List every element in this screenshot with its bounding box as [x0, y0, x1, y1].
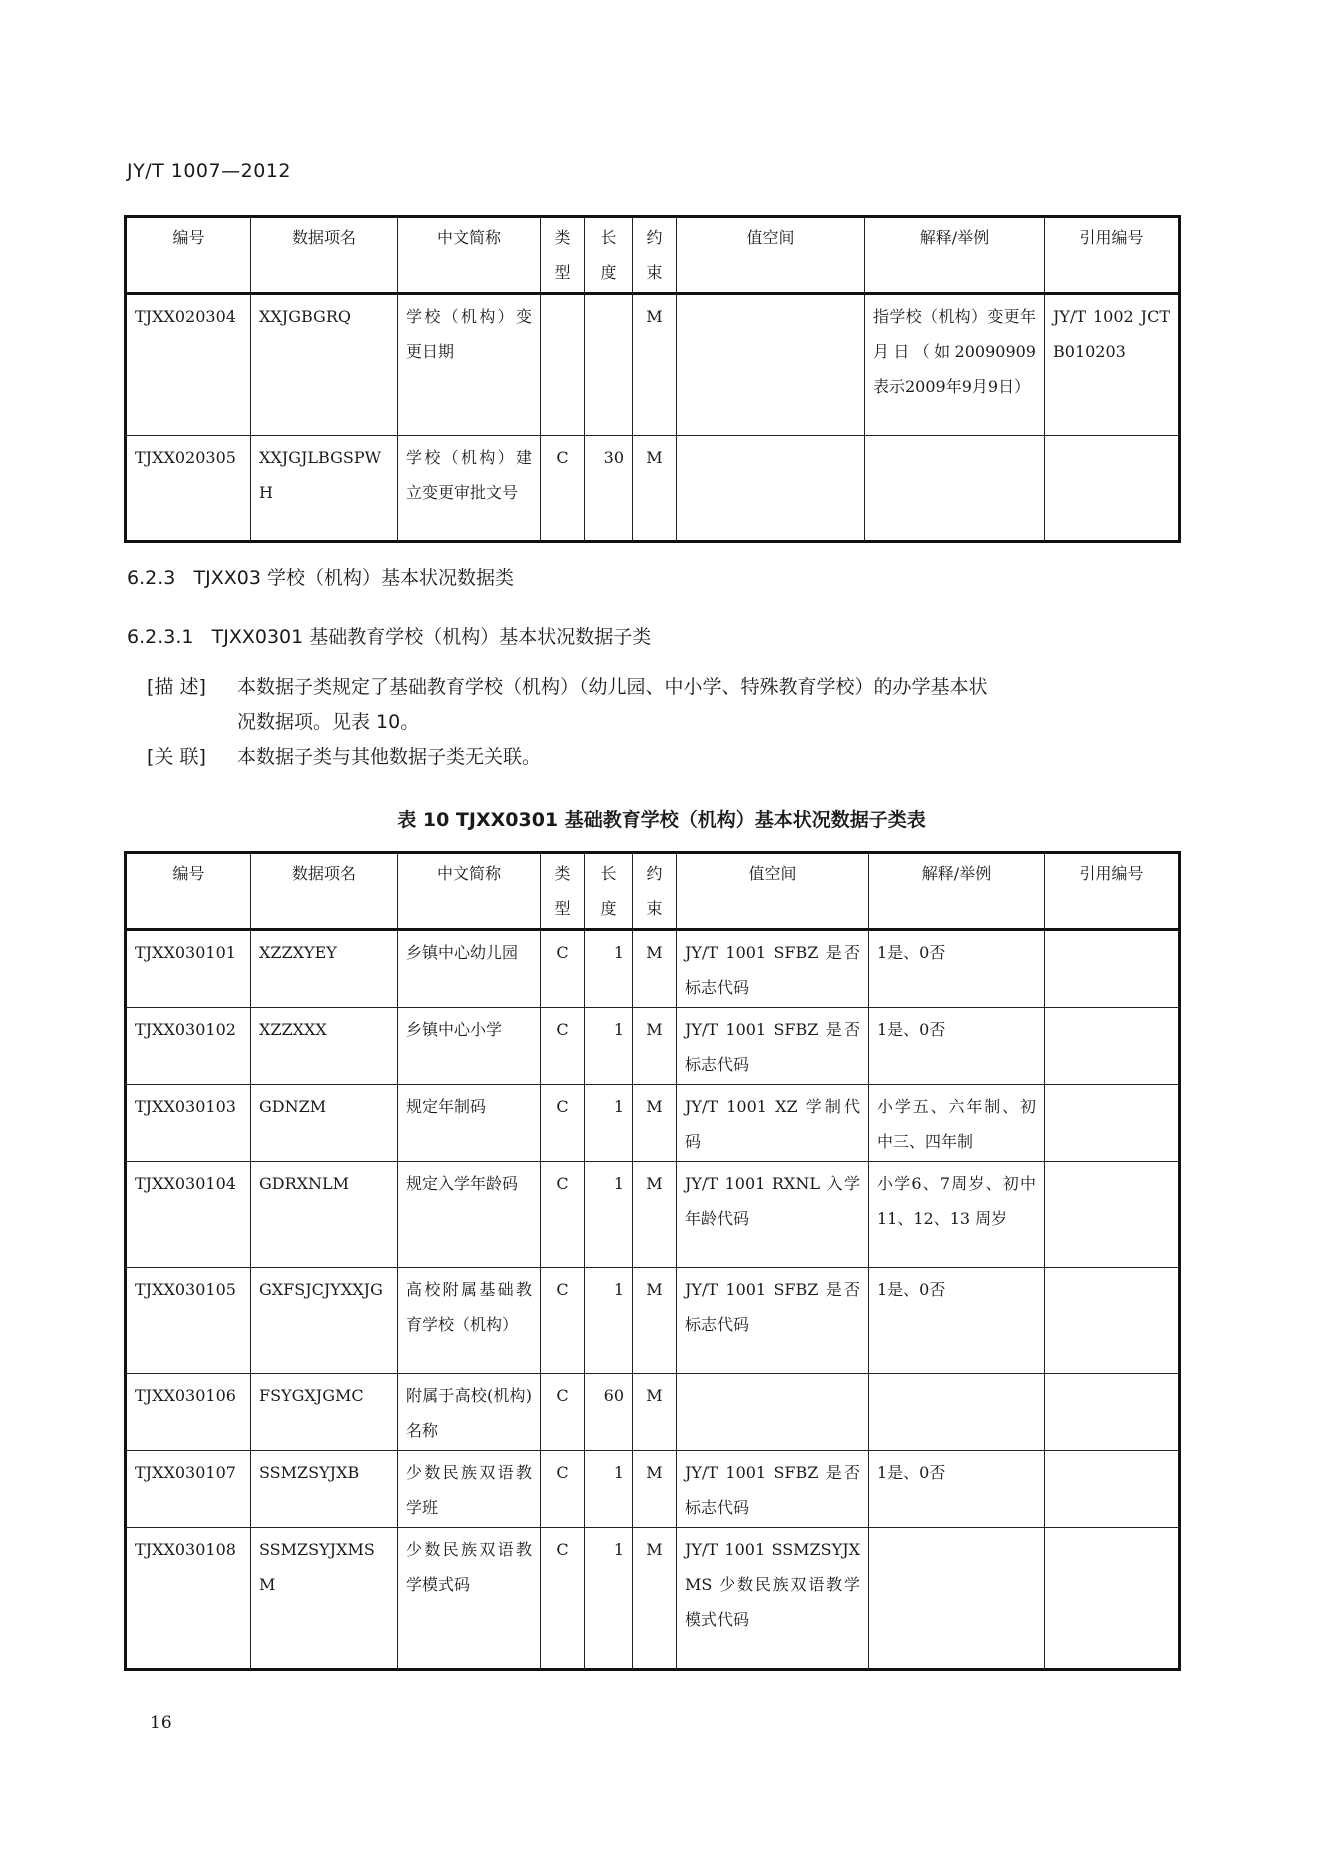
cell-id: TJXX030104 [126, 1162, 251, 1268]
col-header-desc: 解释/举例 [865, 217, 1045, 294]
col-header-con: 约束 [633, 853, 677, 930]
description-text-line2: 况数据项。见表 10。 [237, 711, 420, 733]
cell-ref [1045, 1268, 1180, 1374]
table-row [126, 1008, 1180, 1085]
cell-vs: JY/T 1001 SFBZ 是否标志代码 [677, 1451, 869, 1528]
table-row [126, 294, 1180, 436]
col-header-ref: 引用编号 [1045, 853, 1180, 930]
cell-cn: 少数民族双语教学模式码 [398, 1528, 541, 1670]
cell-len: 1 [585, 930, 633, 1008]
cell-desc: 小学五、六年制、初中三、四年制 [869, 1085, 1045, 1162]
cell-id: TJXX020305 [126, 436, 251, 542]
cell-con: M [633, 294, 677, 436]
cell-vs: JY/T 1001 SFBZ 是否标志代码 [677, 930, 869, 1008]
table-header-row [126, 853, 1180, 930]
cell-vs: JY/T 1001 XZ 学制代码 [677, 1085, 869, 1162]
cell-desc [869, 1374, 1045, 1451]
col-header-desc: 解释/举例 [869, 853, 1045, 930]
cell-ref [1045, 930, 1180, 1008]
cell-type: C [541, 1085, 585, 1162]
cell-type: C [541, 1374, 585, 1451]
cell-id: TJXX030106 [126, 1374, 251, 1451]
col-header-name: 数据项名 [251, 853, 398, 930]
cell-vs [677, 1374, 869, 1451]
description-paragraph [147, 670, 1177, 775]
col-header-cn: 中文简称 [398, 853, 541, 930]
cell-type [541, 294, 585, 436]
cell-cn: 规定入学年龄码 [398, 1162, 541, 1268]
col-header-con: 约束 [633, 217, 677, 294]
cell-cn: 乡镇中心小学 [398, 1008, 541, 1085]
section-title: TJXX03 学校（机构）基本状况数据类 [193, 567, 514, 589]
description-label: [描 述] [147, 676, 206, 698]
cell-ref [1045, 1374, 1180, 1451]
col-header-vs: 值空间 [677, 853, 869, 930]
cell-desc: 指学校（机构）变更年月日（如20090909 表示2009年9月9日） [865, 294, 1045, 436]
cell-type: C [541, 930, 585, 1008]
cell-ref [1045, 1528, 1180, 1670]
col-header-type: 类型 [541, 217, 585, 294]
relation-text: 本数据子类与其他数据子类无关联。 [237, 746, 542, 768]
cell-len: 1 [585, 1268, 633, 1374]
cell-cn: 学校（机构）变更日期 [398, 294, 541, 436]
page-number: 16 [150, 1713, 172, 1733]
section-title: TJXX0301 基础教育学校（机构）基本状况数据子类 [211, 626, 652, 648]
cell-desc: 小学6、7周岁、初中 11、12、13 周岁 [869, 1162, 1045, 1268]
col-header-id: 编号 [126, 217, 251, 294]
cell-name: GDNZM [251, 1085, 398, 1162]
col-header-name: 数据项名 [251, 217, 398, 294]
cell-con: M [633, 1268, 677, 1374]
cell-vs [677, 294, 865, 436]
cell-id: TJXX030108 [126, 1528, 251, 1670]
cell-con: M [633, 930, 677, 1008]
cell-ref [1045, 1085, 1180, 1162]
cell-ref [1045, 1451, 1180, 1528]
cell-vs: JY/T 1001 RXNL 入学年龄代码 [677, 1162, 869, 1268]
section-number: 6.2.3 [127, 567, 176, 589]
cell-con: M [633, 1374, 677, 1451]
cell-len: 1 [585, 1085, 633, 1162]
table-row [126, 1528, 1180, 1670]
table-caption: 表 10 TJXX0301 基础教育学校（机构）基本状况数据子类表 [397, 809, 926, 831]
cell-len: 1 [585, 1528, 633, 1670]
cell-type: C [541, 1268, 585, 1374]
col-header-len: 长度 [585, 853, 633, 930]
cell-con: M [633, 1085, 677, 1162]
table-row [126, 1162, 1180, 1268]
cell-cn: 规定年制码 [398, 1085, 541, 1162]
cell-con: M [633, 1451, 677, 1528]
cell-type: C [541, 1162, 585, 1268]
cell-desc [865, 436, 1045, 542]
cell-vs: JY/T 1001 SSMZSYJXMS 少数民族双语教学模式代码 [677, 1528, 869, 1670]
section-heading-6-2-3 [127, 563, 514, 590]
cell-desc [869, 1528, 1045, 1670]
cell-len: 1 [585, 1008, 633, 1085]
standard-code-header: JY/T 1007—2012 [127, 160, 291, 182]
cell-con: M [633, 436, 677, 542]
table-row [126, 930, 1180, 1008]
cell-name: XXJGJLBGSPWH [251, 436, 398, 542]
cell-type: C [541, 1528, 585, 1670]
cell-desc: 1是、0否 [869, 1268, 1045, 1374]
cell-vs: JY/T 1001 SFBZ 是否标志代码 [677, 1268, 869, 1374]
cell-ref: JY/T 1002 JCTB010203 [1045, 294, 1180, 436]
cell-name: SSMZSYJXB [251, 1451, 398, 1528]
col-header-vs: 值空间 [677, 217, 865, 294]
cell-ref [1045, 1162, 1180, 1268]
cell-type: C [541, 1008, 585, 1085]
cell-name: GDRXNLM [251, 1162, 398, 1268]
cell-cn: 学校（机构）建立变更审批文号 [398, 436, 541, 542]
cell-con: M [633, 1008, 677, 1085]
col-header-cn: 中文简称 [398, 217, 541, 294]
description-text-line1: 本数据子类规定了基础教育学校（机构）（幼儿园、中小学、特殊教育学校）的办学基本状 [237, 676, 988, 698]
cell-len: 1 [585, 1162, 633, 1268]
cell-id: TJXX030107 [126, 1451, 251, 1528]
cell-cn: 附属于高校(机构)名称 [398, 1374, 541, 1451]
cell-ref [1045, 1008, 1180, 1085]
cell-type: C [541, 1451, 585, 1528]
cell-id: TJXX030102 [126, 1008, 251, 1085]
col-header-id: 编号 [126, 853, 251, 930]
cell-name: FSYGXJGMC [251, 1374, 398, 1451]
table-row [126, 1085, 1180, 1162]
cell-name: GXFSJCJYXXJG [251, 1268, 398, 1374]
cell-con: M [633, 1162, 677, 1268]
cell-con: M [633, 1528, 677, 1670]
cell-id: TJXX030103 [126, 1085, 251, 1162]
cell-id: TJXX030101 [126, 930, 251, 1008]
cell-cn: 高校附属基础教育学校（机构） [398, 1268, 541, 1374]
table-header-row [126, 217, 1180, 294]
cell-len: 1 [585, 1451, 633, 1528]
cell-len [585, 294, 633, 436]
table-row [126, 1451, 1180, 1528]
cell-id: TJXX020304 [126, 294, 251, 436]
col-header-len: 长度 [585, 217, 633, 294]
cell-vs [677, 436, 865, 542]
section-number: 6.2.3.1 [127, 626, 194, 648]
cell-name: SSMZSYJXMSM [251, 1528, 398, 1670]
cell-cn: 少数民族双语教学班 [398, 1451, 541, 1528]
cell-desc: 1是、0否 [869, 1451, 1045, 1528]
col-header-type: 类型 [541, 853, 585, 930]
col-header-ref: 引用编号 [1045, 217, 1180, 294]
cell-vs: JY/T 1001 SFBZ 是否标志代码 [677, 1008, 869, 1085]
cell-len: 60 [585, 1374, 633, 1451]
table-top-continuation [124, 215, 1181, 543]
table-row [126, 1268, 1180, 1374]
cell-cn: 乡镇中心幼儿园 [398, 930, 541, 1008]
section-heading-6-2-3-1 [127, 622, 651, 649]
relation-label: [关 联] [147, 746, 206, 768]
cell-name: XZZXYEY [251, 930, 398, 1008]
cell-name: XZZXXX [251, 1008, 398, 1085]
cell-desc: 1是、0否 [869, 1008, 1045, 1085]
cell-type: C [541, 436, 585, 542]
cell-len: 30 [585, 436, 633, 542]
table-10 [124, 851, 1181, 1671]
table-row [126, 1374, 1180, 1451]
cell-name: XXJGBGRQ [251, 294, 398, 436]
cell-desc: 1是、0否 [869, 930, 1045, 1008]
table-row [126, 436, 1180, 542]
cell-id: TJXX030105 [126, 1268, 251, 1374]
cell-ref [1045, 436, 1180, 542]
